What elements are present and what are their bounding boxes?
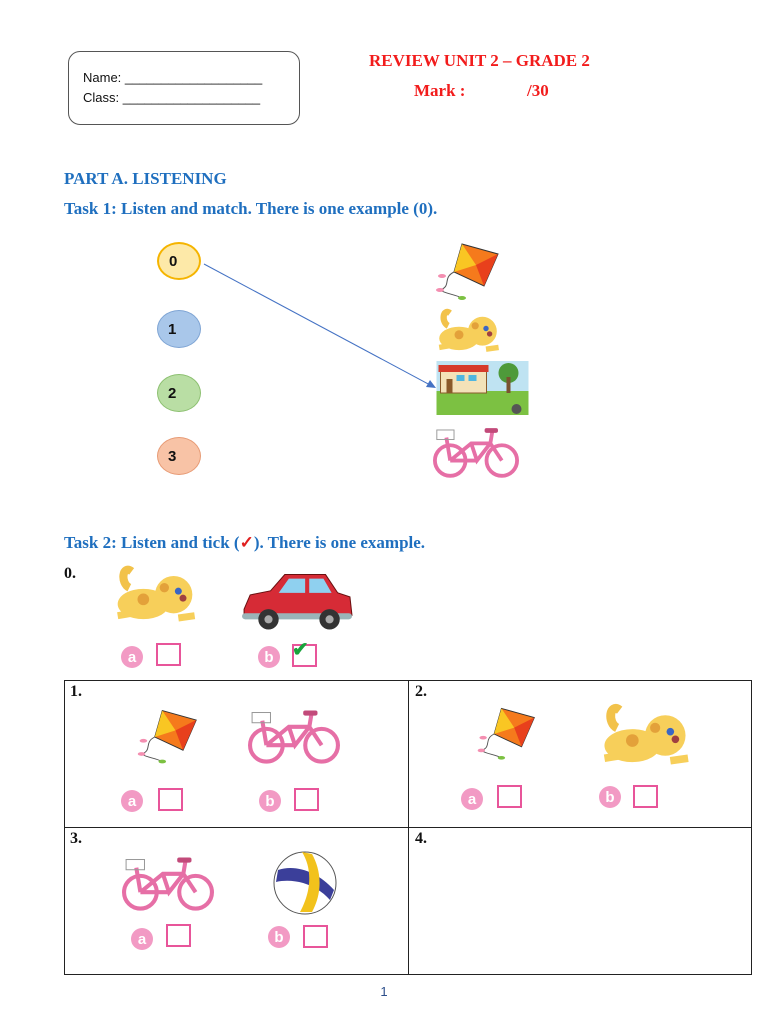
ball-picture: [272, 850, 338, 916]
question-number: 1.: [70, 683, 82, 700]
option-a-label: a: [121, 790, 143, 812]
question-cell-1: [65, 681, 409, 828]
option-b-label: b: [259, 790, 281, 812]
mark-total: /30: [527, 81, 549, 100]
q2-checkbox-b[interactable]: [633, 785, 658, 808]
kite-picture: [134, 700, 200, 774]
q1-checkbox-b[interactable]: [294, 788, 319, 811]
example-checkbox-a[interactable]: [156, 643, 181, 666]
bike-picture[interactable]: [433, 424, 519, 478]
task1-heading: Task 1: Listen and match. There is one example (0).: [64, 199, 438, 218]
example-number: 0.: [64, 565, 76, 582]
q3-checkbox-a[interactable]: [166, 924, 191, 947]
task2-heading: [64, 533, 425, 553]
number-label: 3: [168, 447, 177, 465]
tick-icon: ✓: [239, 533, 254, 552]
dog-picture[interactable]: [430, 306, 506, 360]
task2-title-start: Task 2: Listen and tick (: [64, 533, 240, 552]
question-cell-4: [408, 828, 752, 975]
number-label: 2: [168, 384, 177, 402]
name-field[interactable]: Name: ___________________: [83, 70, 263, 85]
task2-title-end: ). There is one example.: [253, 533, 426, 552]
option-a-label: a: [131, 928, 153, 950]
q1-checkbox-a[interactable]: [158, 788, 183, 811]
dog-picture: [592, 700, 698, 776]
option-a-label: a: [121, 646, 143, 668]
question-number: 2.: [415, 683, 427, 700]
mark-label: Mark :: [414, 81, 466, 100]
number-label: 1: [168, 320, 177, 338]
option-b-label: b: [268, 926, 290, 948]
bike-picture: [248, 706, 340, 764]
bike-picture: [122, 852, 214, 912]
dog-picture: [108, 562, 202, 632]
worksheet-title: REVIEW UNIT 2 – GRADE 2: [369, 51, 590, 70]
option-b-label: b: [258, 646, 280, 668]
number-label: 0: [169, 252, 178, 270]
car-picture: [240, 570, 354, 632]
kite-picture: [474, 702, 538, 766]
option-a-label: a: [461, 788, 483, 810]
class-field[interactable]: Class: ___________________: [83, 90, 261, 105]
question-cell-2: [408, 681, 752, 828]
check-mark-icon: ✔: [292, 639, 309, 661]
question-number: 4.: [415, 830, 427, 847]
house-picture[interactable]: [436, 361, 529, 415]
part-a-heading: PART A. LISTENING: [64, 169, 227, 188]
question-number: 3.: [70, 830, 82, 847]
q2-checkbox-a[interactable]: [497, 785, 522, 808]
question-cell-3: [65, 828, 409, 975]
kite-picture[interactable]: [432, 242, 502, 302]
example-match-arrow: [0, 0, 768, 500]
page-number: 1: [380, 984, 388, 999]
option-b-label: b: [599, 786, 621, 808]
q3-checkbox-b[interactable]: [303, 925, 328, 948]
